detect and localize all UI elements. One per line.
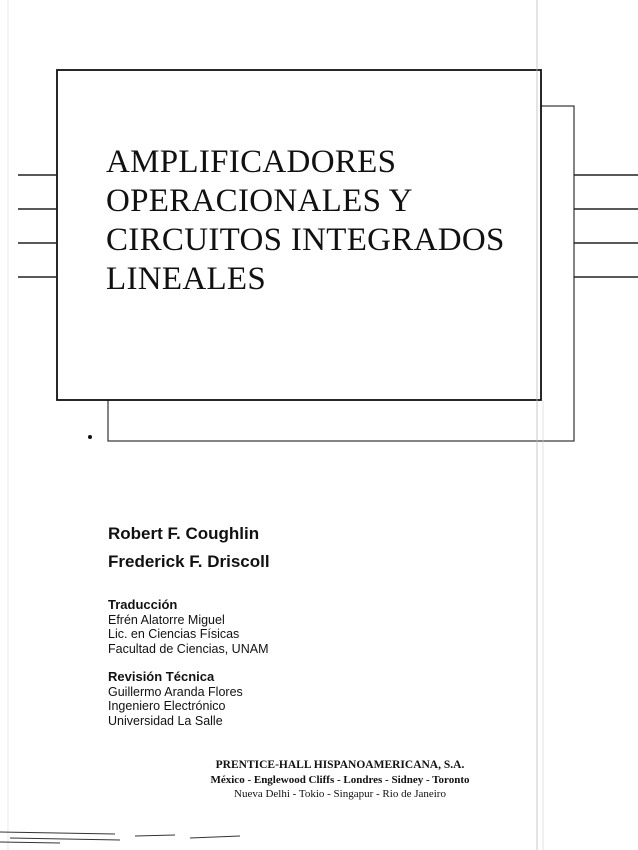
author-name: Robert F. Coughlin [108, 524, 260, 543]
title-line: LINEALES [106, 261, 267, 297]
translation-heading: Traducción [108, 597, 178, 612]
translator-line: Efrén Alatorre Miguel [108, 612, 225, 627]
title-line: CIRCUITOS INTEGRADOS [106, 222, 505, 258]
publisher-name: PRENTICE-HALL HISPANOAMERICANA, S.A. [215, 759, 465, 771]
publisher-cities: México - Englewood Cliffs - Londres - Sidney - Toronto [210, 774, 470, 786]
translator-line: Lic. en Ciencias Físicas [108, 627, 240, 641]
book-title [106, 143, 536, 299]
title-line: OPERACIONALES Y [106, 183, 413, 219]
translation-credits [108, 598, 408, 656]
publisher-block [140, 757, 540, 801]
publisher-cities: Nueva Delhi - Tokio - Singapur - Rio de Janeiro [234, 788, 446, 800]
author-name: Frederick F. Driscoll [108, 552, 270, 571]
review-heading: Revisión Técnica [108, 669, 215, 684]
technical-review-credits [108, 670, 408, 728]
translator-line: Facultad de Ciencias, UNAM [108, 641, 269, 656]
reviewer-line: Universidad La Salle [108, 713, 223, 728]
title-line: AMPLIFICADORES [106, 144, 397, 180]
right-pin-lines [574, 175, 638, 277]
reviewer-line: Guillermo Aranda Flores [108, 684, 243, 699]
left-pin-lines [18, 175, 57, 277]
bullet-dot [88, 435, 92, 439]
scan-smudge [0, 832, 240, 843]
authors [108, 520, 270, 576]
reviewer-line: Ingeniero Electrónico [108, 699, 226, 713]
